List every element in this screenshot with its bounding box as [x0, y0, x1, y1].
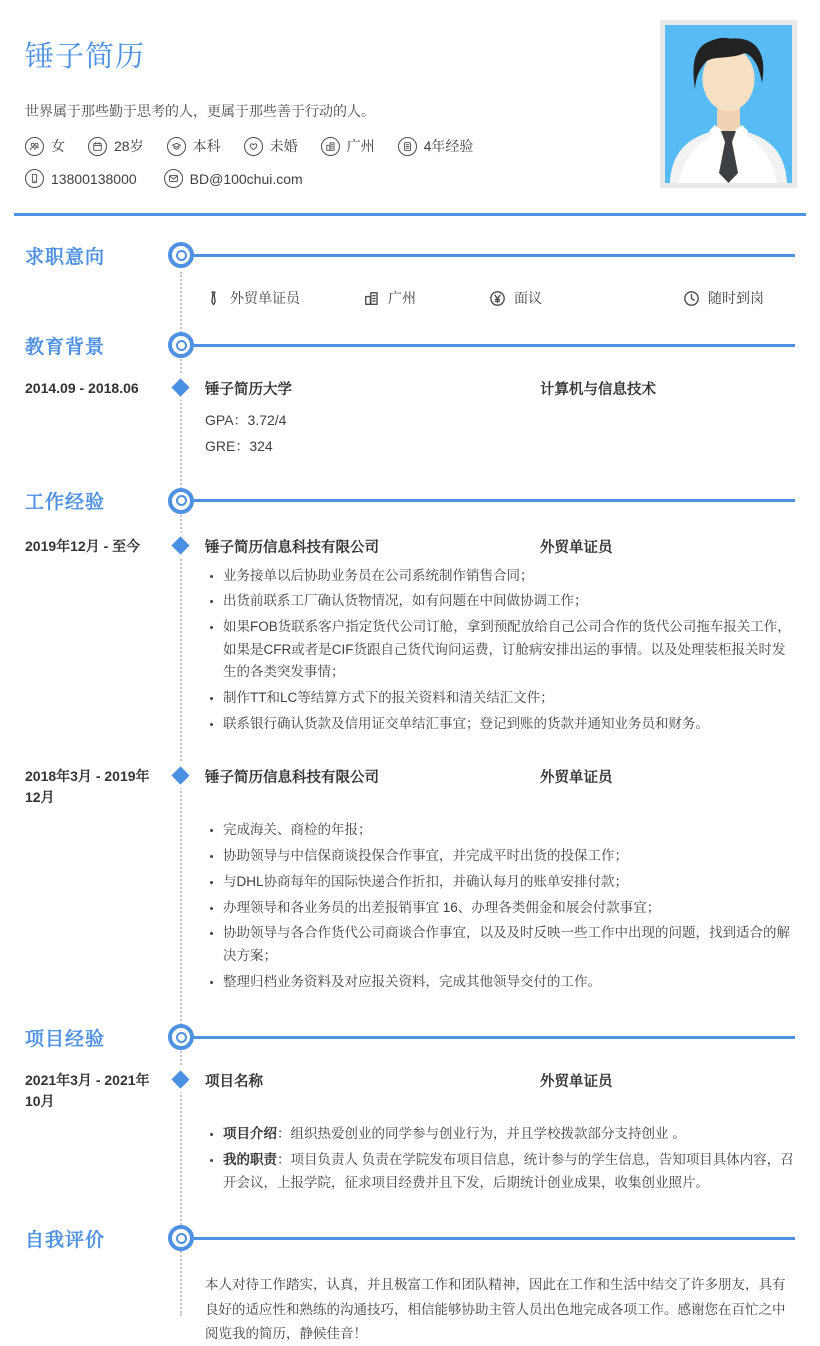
work-bullet-list — [205, 565, 795, 736]
intent-salary-label: 面议 — [514, 290, 542, 306]
work-bullet: • 出货前联系工厂确认货物情况，如有问题在中间做协调工作； — [223, 590, 795, 613]
section-evaluation-header — [25, 1217, 795, 1259]
tie-icon — [205, 290, 222, 307]
timeline-diamond-icon — [171, 378, 189, 396]
motto-text: 世界属于那些勤于思考的人，更属于那些善于行动的人。 — [25, 103, 375, 119]
info-age — [88, 136, 144, 156]
info-experience-label: 4年经验 — [423, 138, 474, 154]
education-entry — [25, 376, 795, 460]
work-bullet: • 联系银行确认货款及信用证交单结汇事宜；登记到账的货款并通知业务员和财务。 — [223, 713, 795, 736]
contact-phone-label: 13800138000 — [51, 170, 137, 187]
avatar-illustration — [665, 25, 792, 183]
timeline-diamond-icon — [171, 767, 189, 785]
info-experience — [398, 136, 474, 156]
school-name: 锤子简历大学 — [205, 382, 292, 398]
major-name: 计算机与信息技术 — [540, 382, 656, 398]
work-bullet: • 办理领导和各业务员的出差报销事宜 16、办理各类佣金和展会付款事宜； — [223, 897, 795, 920]
main-content — [0, 216, 820, 1346]
self-evaluation-text: 本人对待工作踏实，认真，并且极富工作和团队精神，因此在工作和生活中结交了许多朋友，具有良好的适应性和熟练的沟通技巧，相信能够协助主管人员出色地完成各项工作。感谢您在百忙之中阅览我的简历，静候佳音！ — [205, 1277, 786, 1341]
project-entry — [25, 1068, 795, 1197]
contact-email-label: BD@100chui.com — [189, 170, 303, 187]
work-entry — [25, 764, 795, 996]
timeline-ring-icon — [168, 1024, 194, 1050]
building-icon — [363, 290, 380, 307]
section-education-header — [25, 324, 795, 366]
bullet-text: ：组织热爱创业的同学参与创业行为，并且学校拨款部分支持创业 。 — [277, 1126, 686, 1142]
gpa-line: GPA：3.72/4 — [205, 412, 287, 428]
company-name: 锤子简历信息科技有限公司 — [205, 770, 379, 787]
timeline-ring-icon — [168, 332, 194, 358]
section-rule — [194, 344, 795, 347]
project-entry-head — [205, 1068, 795, 1091]
section-rule — [194, 1036, 795, 1039]
intent-availability — [683, 288, 795, 308]
work-bullet: • 制作TT和LC等结算方式下的报关资料和清关结汇文件； — [223, 687, 795, 710]
work-bullet: • 业务接单以后协助业务员在公司系统制作销售合同； — [223, 565, 795, 588]
contact-phone — [25, 169, 137, 188]
salary-icon — [489, 290, 506, 307]
info-gender-label: 女 — [51, 138, 65, 154]
work-bullet: • 完成海关、商检的年报； — [223, 819, 795, 842]
city-icon — [321, 137, 340, 156]
work-bullet: • 与DHL协商每年的国际快递合作折扣，并确认每月的账单安排付款； — [223, 871, 795, 894]
profile-photo — [660, 20, 797, 188]
intent-position — [205, 288, 363, 308]
section-title-project: 项目经验 — [25, 1028, 106, 1050]
resume-title: 锤子简历 — [25, 41, 146, 73]
section-title-work: 工作经验 — [25, 492, 106, 514]
work-bullet: • 整理归档业务资料及对应报关资料，完成其他领导交付的工作。 — [223, 971, 795, 994]
section-rule — [194, 499, 795, 502]
work-bullet: • 协助领导与中信保商谈投保合作事宜，并完成平时出货的投保工作； — [223, 845, 795, 868]
section-intent-header — [25, 234, 795, 276]
gender-icon — [25, 137, 44, 156]
section-title-education: 教育背景 — [25, 336, 106, 358]
project-bullet-list — [205, 1123, 795, 1194]
work-date: 2019年12月 - 至今 — [25, 537, 141, 554]
bullet-label: 我的职责 — [223, 1151, 277, 1167]
job-role: 外贸单证员 — [540, 770, 613, 787]
section-work-header — [25, 480, 795, 522]
age-icon — [88, 137, 107, 156]
timeline-ring-icon — [168, 488, 194, 514]
bullet-label: 项目介绍 — [223, 1126, 277, 1142]
intent-city-label: 广州 — [388, 290, 416, 306]
job-role: 外贸单证员 — [540, 539, 613, 556]
work-entry — [25, 534, 795, 739]
section-title-evaluation: 自我评价 — [25, 1229, 106, 1251]
info-city-label: 广州 — [346, 138, 375, 154]
education-details — [205, 408, 795, 460]
contact-email — [164, 169, 303, 188]
work-entry-head — [205, 764, 795, 787]
intent-row — [205, 288, 795, 308]
marker-cell — [165, 534, 205, 739]
section-rule — [194, 1237, 795, 1240]
info-gender — [25, 136, 65, 156]
info-city — [321, 136, 375, 156]
marker-cell — [165, 1068, 205, 1197]
intent-availability-label: 随时到岗 — [708, 290, 764, 306]
mail-icon — [164, 169, 183, 188]
work-bullet: • 如果FOB货联系客户指定货代公司订舱，拿到预配放给自己公司合作的货代公司拖车报关工作，如果是CFR或者是CIF货跟自己货代询问运费，订舱病安排出运的事情。以及处理装柜报关时发生的各类突发事情； — [223, 616, 795, 684]
header — [0, 0, 820, 216]
project-bullet — [223, 1123, 795, 1146]
timeline-diamond-icon — [171, 536, 189, 554]
info-degree-label: 本科 — [192, 138, 221, 154]
education-entry-head — [205, 376, 795, 399]
education-date: 2014.09 - 2018.06 — [25, 380, 139, 396]
project-bullet — [223, 1149, 795, 1194]
phone-icon — [25, 169, 44, 188]
marker-cell — [165, 764, 205, 996]
clock-icon — [683, 290, 700, 307]
experience-icon — [398, 137, 417, 156]
info-age-label: 28岁 — [114, 138, 144, 154]
intent-city — [363, 288, 489, 308]
gre-line: GRE：324 — [205, 437, 273, 454]
section-project-header — [25, 1016, 795, 1058]
project-role: 外贸单证员 — [540, 1074, 613, 1091]
intent-salary — [489, 288, 683, 308]
work-bullet-list — [205, 819, 795, 993]
work-date: 2018年3月 - 2019年12月 — [25, 768, 150, 806]
timeline-ring-icon — [168, 242, 194, 268]
work-entry-head — [205, 534, 795, 557]
timeline-ring-icon — [168, 1225, 194, 1251]
degree-icon — [167, 137, 186, 156]
company-name: 锤子简历信息科技有限公司 — [205, 539, 379, 556]
work-bullet: • 协助领导与各合作货代公司商谈合作事宜，以及及时反映一些工作中出现的问题，找到适合的解决方案； — [223, 922, 795, 967]
timeline-diamond-icon — [171, 1070, 189, 1088]
intent-position-label: 外贸单证员 — [230, 290, 300, 306]
info-degree — [167, 136, 221, 156]
info-marital — [244, 136, 298, 156]
info-marital-label: 未婚 — [269, 138, 298, 154]
marital-icon — [244, 137, 263, 156]
project-name: 项目名称 — [205, 1074, 263, 1091]
section-rule — [194, 254, 795, 257]
bullet-text: ：项目负责人 负责在学院发布项目信息，统计参与的学生信息，告知项目具体内容，召开会议，上报学院，征求项目经费并且下发，后期统计创业成果，收集创业照片。 — [223, 1151, 794, 1190]
marker-cell — [165, 376, 205, 460]
project-date: 2021年3月 - 2021年10月 — [25, 1072, 150, 1110]
section-title-intent: 求职意向 — [25, 246, 106, 268]
